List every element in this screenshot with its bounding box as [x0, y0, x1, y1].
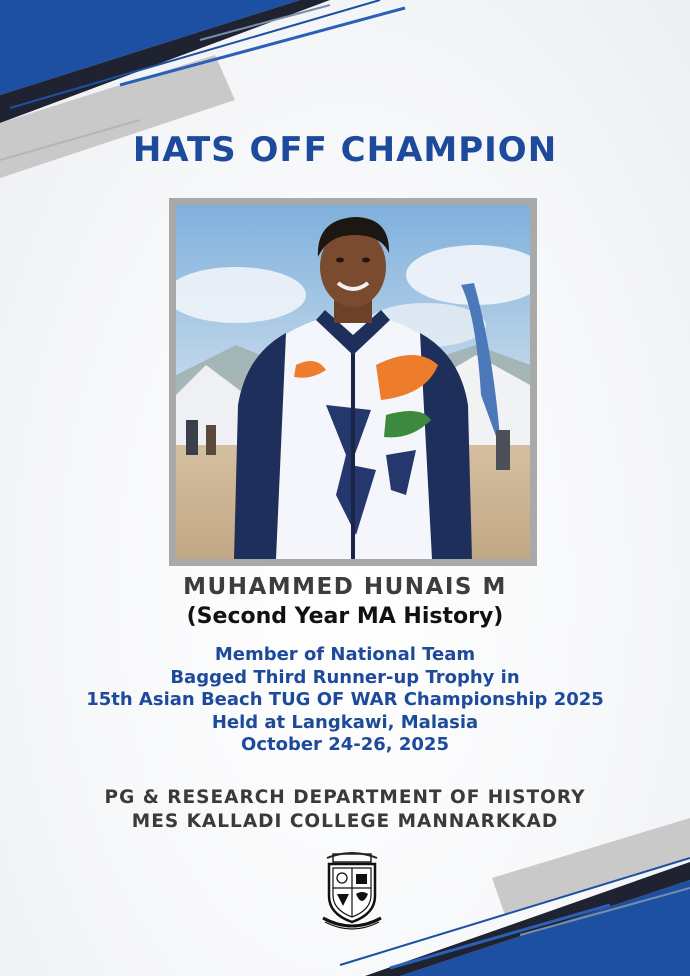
achievement-line: Member of National Team — [214, 644, 476, 665]
student-portrait-photo — [176, 205, 530, 559]
achievement-line: Bagged Third Runner-up Trophy in — [170, 666, 520, 688]
achievement-line: 15th Asian Beach TUG OF WAR Championship 2025 — [86, 689, 604, 710]
student-name: MUHAMMED HUNAIS M — [183, 574, 507, 600]
department-name: PG & RESEARCH DEPARTMENT OF HISTORY — [104, 787, 586, 808]
achievement-text — [0, 644, 690, 757]
department-block — [0, 786, 690, 834]
achievement-line: Held at Langkawi, Malasia — [211, 711, 479, 733]
student-course: (Second Year MA History) — [186, 604, 504, 629]
college-name: MES KALLADI COLLEGE MANNARKKAD — [131, 811, 559, 832]
achievement-line: October 24-26, 2025 — [241, 734, 449, 755]
college-emblem-icon — [319, 848, 385, 930]
poster-title: HATS OFF CHAMPION — [132, 130, 558, 170]
photo-frame — [169, 198, 537, 566]
